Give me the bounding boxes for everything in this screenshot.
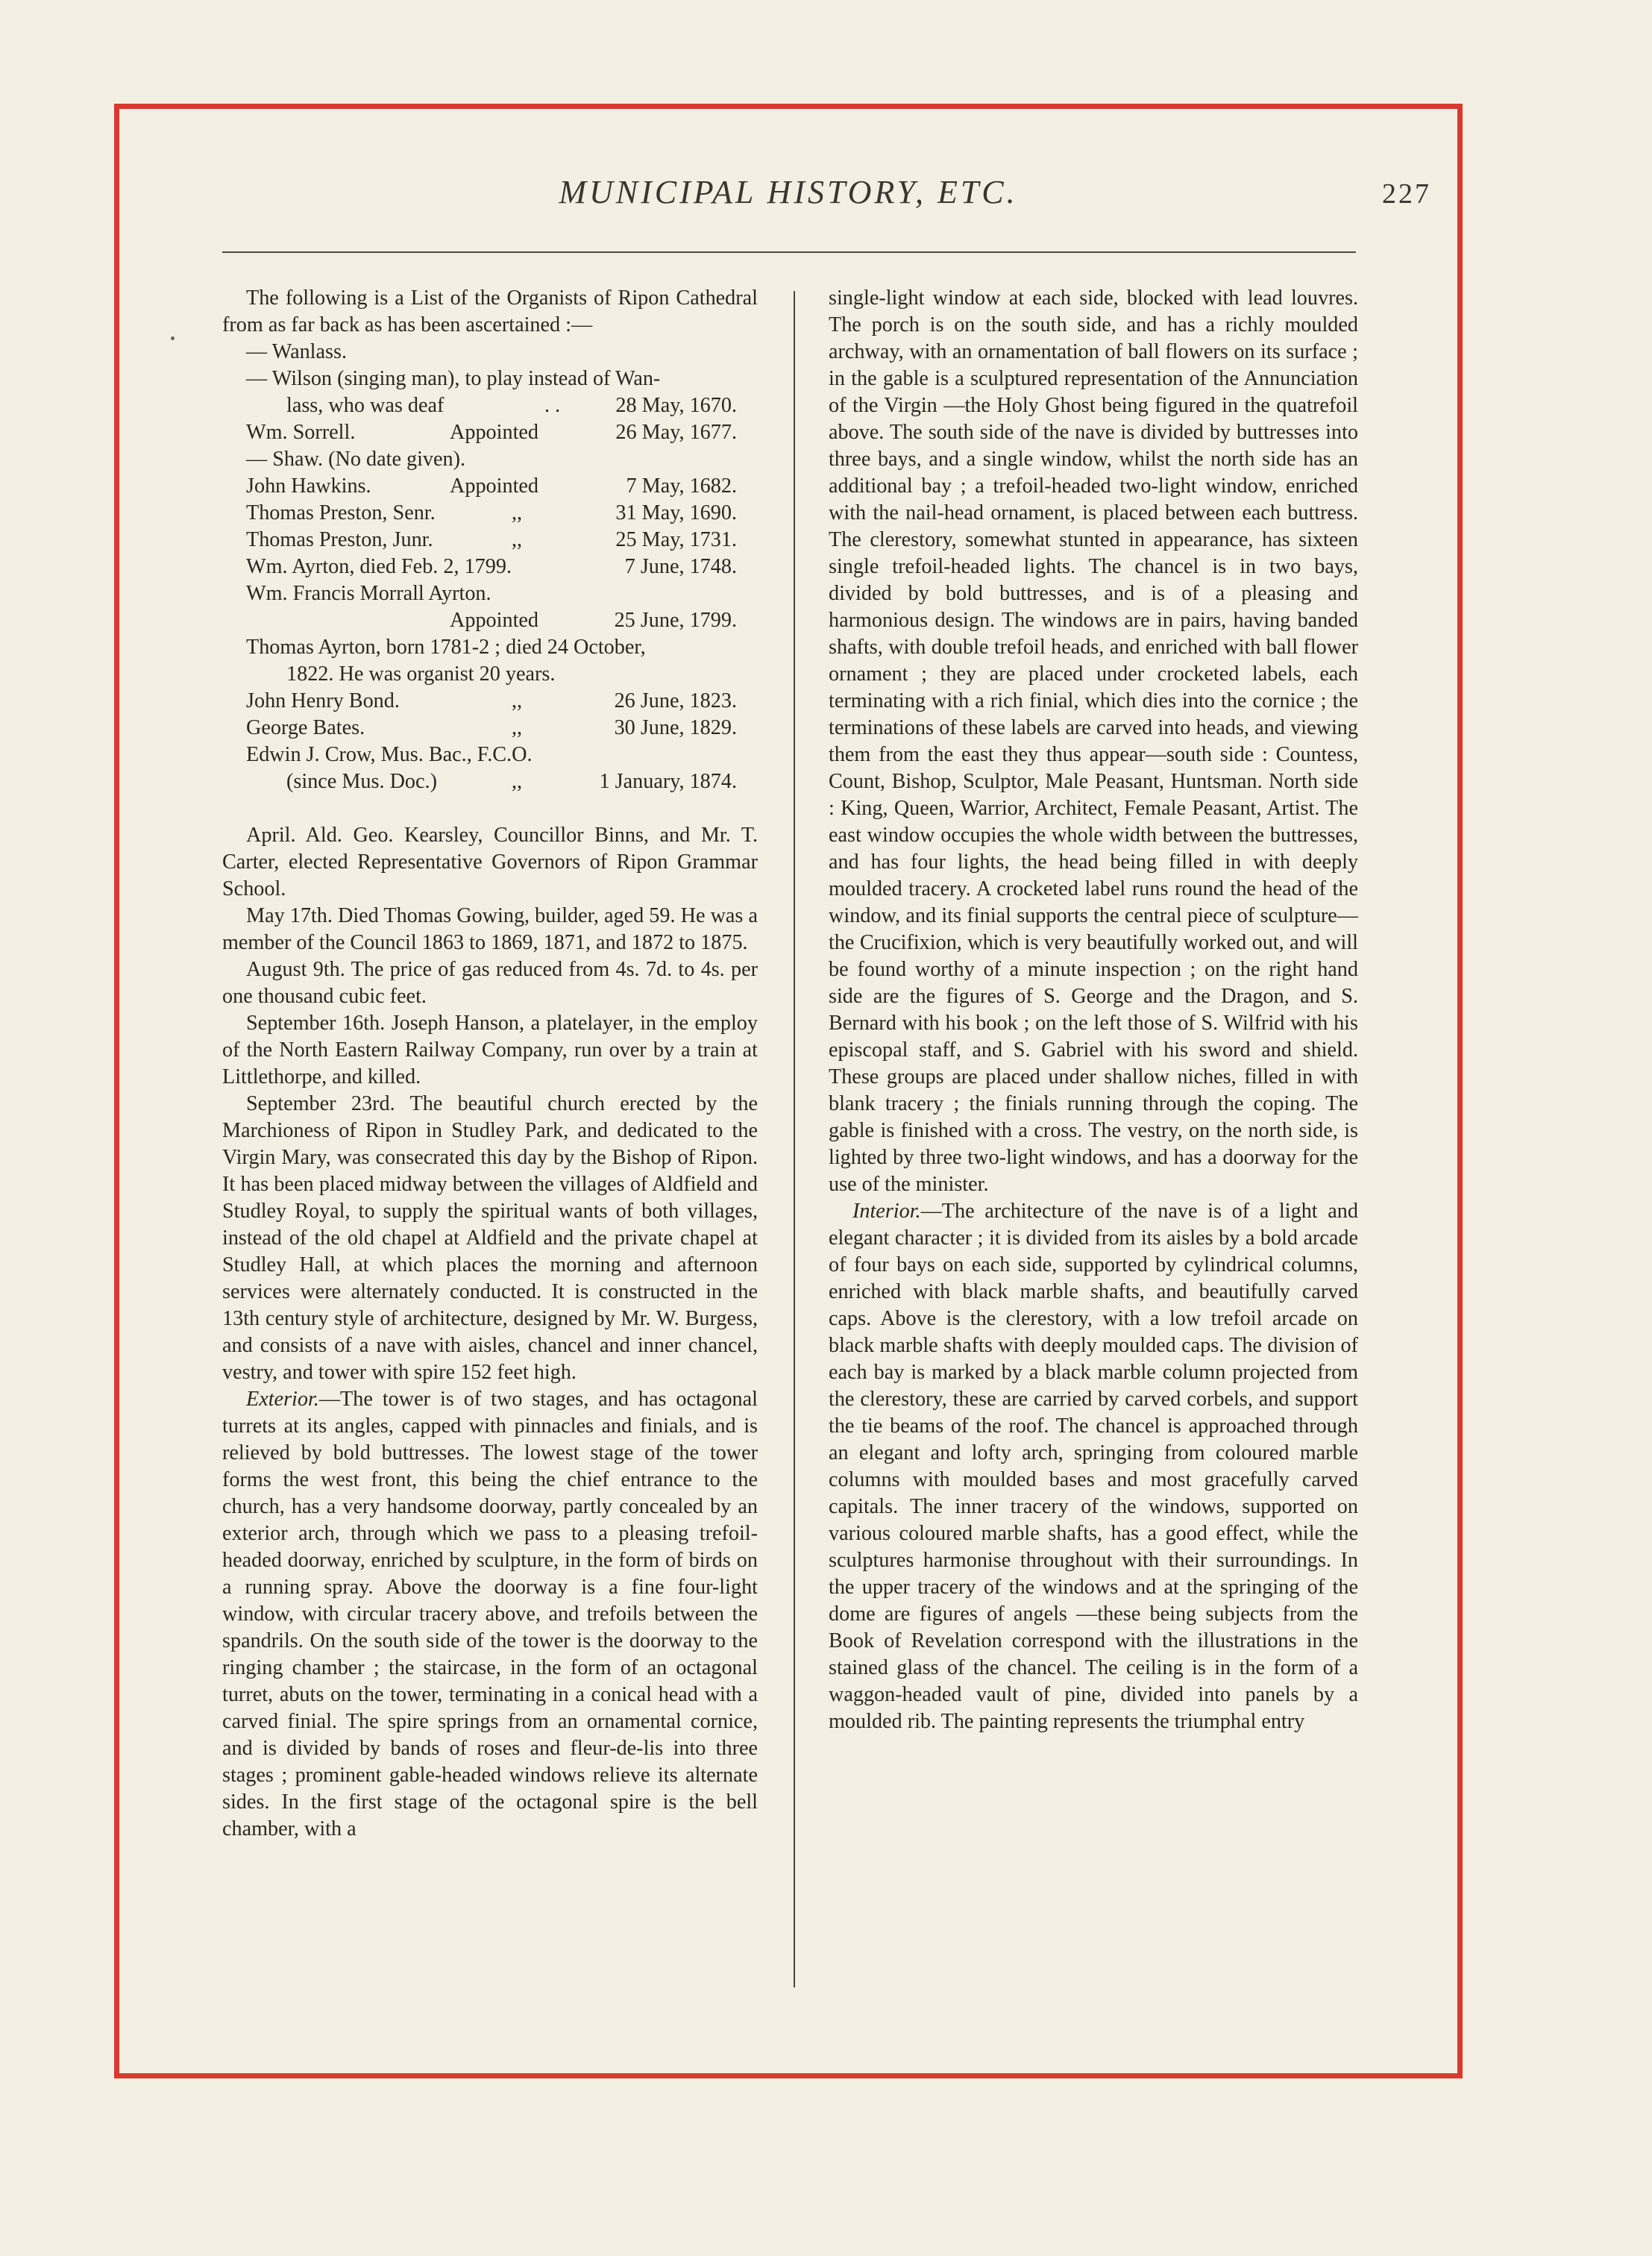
entry-exterior: Exterior.—The tower is of two stages, and has octagonal turrets at its angles, capped with pinnacles and finials, and is relieved by bold buttresses. The lowest stage of the tower forms the west front, this being the chief entrance to the church, has a very handsome doorway, partly concealed by an exterior arch, through which we pass to a pleasing trefoil-headed doorway, enriched by sculpture, in the form of birds on a running spray. Above the doorway is a fine four-light window, with circular tracery above, and trefoils between the spandrils. On the south side of the tower is the doorway to the ringing chamber ; the staircase, in the form of an octagonal turret, abuts on the tower, terminating in a conical head with a carved finial. The spire springs from an ornamental cornice, and is divided by bands of roses and fleur-de-lis into three stages ; prominent gable-headed windows relieve its alternate sides. In the first stage of the octagonal spire is the bell chamber, with a <box>222 1388 758 1840</box>
header-rule <box>222 251 1356 253</box>
entry-august: August 9th. The price of gas reduced from 4s. 7d. to 4s. per one thousand cubic feet. <box>222 958 758 1008</box>
list-item: Edwin J. Crow, Mus. Bac., F.C.O. <box>246 743 533 766</box>
running-head <box>114 173 1463 225</box>
list-item: lass, who was deaf . . 28 May, 1670. <box>286 394 737 417</box>
list-item: Wm. Francis Morrall Ayrton. <box>246 582 491 605</box>
list-item: Thomas Preston, Junr. ,, 25 May, 1731. <box>246 528 737 551</box>
list-item: Thomas Ayrton, born 1781-2 ; died 24 October, <box>246 636 646 659</box>
exterior-label: Exterior. <box>246 1388 319 1411</box>
list-item: Wm. Sorrell. Appointed 26 May, 1677. <box>246 421 737 444</box>
list-item: (since Mus. Doc.) ,, 1 January, 1874. <box>286 770 737 793</box>
list-item: — Wanlass. <box>246 340 348 363</box>
entry-september-23: September 23rd. The beautiful church erected by the Marchioness of Ripon in Studley Park, and dedicated to the Virgin Mary, was consecrated this day by the Bishop of Ripon. It has been placed midway between the villages of Aldfield and Studley Royal, to supply the spiritual wants of both villages, instead of the old chapel at Aldfield and the private chapel at Studley Hall, at which places the morning and afternoon services were alternately conducted. It is constructed in the 13th century style of architecture, designed by Mr. W. Burgess, and consists of a nave with aisles, chancel and inner chancel, vestry, and tower with spire 152 feet high. <box>222 1092 758 1384</box>
entry-april: April. Ald. Geo. Kearsley, Councillor Binns, and Mr. T. Carter, elected Representative Governors of Ripon Grammar School. <box>222 824 758 900</box>
list-item: — Wilson (singing man), to play instead of Wan- <box>246 367 661 390</box>
margin-mark <box>171 336 175 340</box>
list-item: Wm. Ayrton, died Feb. 2, 1799. 7 June, 1748. <box>246 555 737 578</box>
list-item: John Henry Bond. ,, 26 June, 1823. <box>246 689 737 712</box>
running-title: MUNICIPAL HISTORY, ETC. <box>559 174 1018 210</box>
left-column <box>222 285 758 1843</box>
column-divider <box>794 291 795 1987</box>
entry-september-16: September 16th. Joseph Hanson, a platelayer, in the employ of the North Eastern Railway Company, run over by a train at Littlethorpe, and killed. <box>222 1012 758 1088</box>
organists-intro: The following is a List of the Organists of Ripon Cathedral from as far back as has been ascertained :— <box>222 286 758 336</box>
organists-list <box>222 339 758 795</box>
list-item: Thomas Preston, Senr. ,, 31 May, 1690. <box>246 501 737 524</box>
list-item: Appointed 25 June, 1799. <box>450 609 737 632</box>
entry-may: May 17th. Died Thomas Gowing, builder, aged 59. He was a member of the Council 1863 to 1869, 1871, and 1872 to 1875. <box>222 904 758 954</box>
list-item: George Bates. ,, 30 June, 1829. <box>246 716 737 739</box>
interior-label: Interior. <box>852 1200 921 1223</box>
entry-interior: Interior.—The architecture of the nave is of a light and elegant character ; it is divided from its aisles by a bold arcade of four bays on each side, supported by cylindrical columns, enriched with black marble shafts, and beautifully carved caps. Above is the clerestory, with a low trefoil arcade on black marble shafts with deeply moulded caps. The division of each bay is marked by a black marble column projected from the clerestory, these are carried by carved corbels, and support the tie beams of the roof. The chancel is approached through an elegant and lofty arch, springing from coloured marble columns with moulded bases and most gracefully carved capitals. The inner tracery of the windows, supported on various coloured marble shafts, has a good effect, while the sculptures harmonise throughout with their surroundings. In the upper tracery of the windows and at the springing of the dome are figures of angels —these being subjects from the Book of Revelation correspond with the illustrations in the stained glass of the chancel. The ceiling is in the form of a waggon-headed vault of pine, divided into panels by a moulded rib. The painting represents the triumphal entry <box>829 1200 1358 1733</box>
right-column <box>829 285 1358 1735</box>
exterior-continued: single-light window at each side, blocked with lead louvres. The porch is on the south side, and has a richly moulded archway, with an ornamentation of ball flowers on its surface ; in the gable is a sculptured representation of the Annunciation of the Virgin —the Holy Ghost being figured in the quatrefoil above. The south side of the nave is divided by buttresses into three bays, and a single window, whilst the north side has an additional bay ; a trefoil-headed two-light window, enriched with the nail-head ornament, is placed between each buttress. The clerestory, somewhat stunted in appearance, has sixteen single trefoil-headed lights. The chancel is in two bays, divided by bold buttresses, and is of a pleasing and harmonious design. The windows are in pairs, having banded shafts, with double trefoil heads, and enriched with ball flower ornament ; they are placed under crocketed labels, each terminating with a rich finial, which dies into the cornice ; the terminations of these labels are carved into heads, and viewing them from the east they thus appear—south side : Countess, Count, Bishop, Sculptor, Male Peasant, Huntsman. North side : King, Queen, Warrior, Architect, Female Peasant, Artist. The east window occupies the whole width between the buttresses, and has four lights, the head being filled in with deeply moulded tracery. A crocketed label runs round the head of the window, and its finial supports the central piece of sculpture—the Crucifixion, which is very beautifully worked out, and will be found worthy of a minute inspection ; on the right hand side are the figures of S. George and the Dragon, and S. Bernard with his book ; on the left those of S. Wilfrid with his episcopal staff, and S. Gabriel with his sword and shield. These groups are placed under shallow niches, filled in with blank tracery ; the finials running through the coping. The gable is finished with a cross. The vestry, on the north side, is lighted by three two-light windows, and has a doorway for the use of the minister. <box>829 286 1358 1196</box>
list-item: 1822. He was organist 20 years. <box>286 662 556 686</box>
page-number: 227 <box>1382 178 1431 210</box>
list-item: John Hawkins. Appointed 7 May, 1682. <box>246 474 737 498</box>
list-item: — Shaw. (No date given). <box>246 448 466 471</box>
